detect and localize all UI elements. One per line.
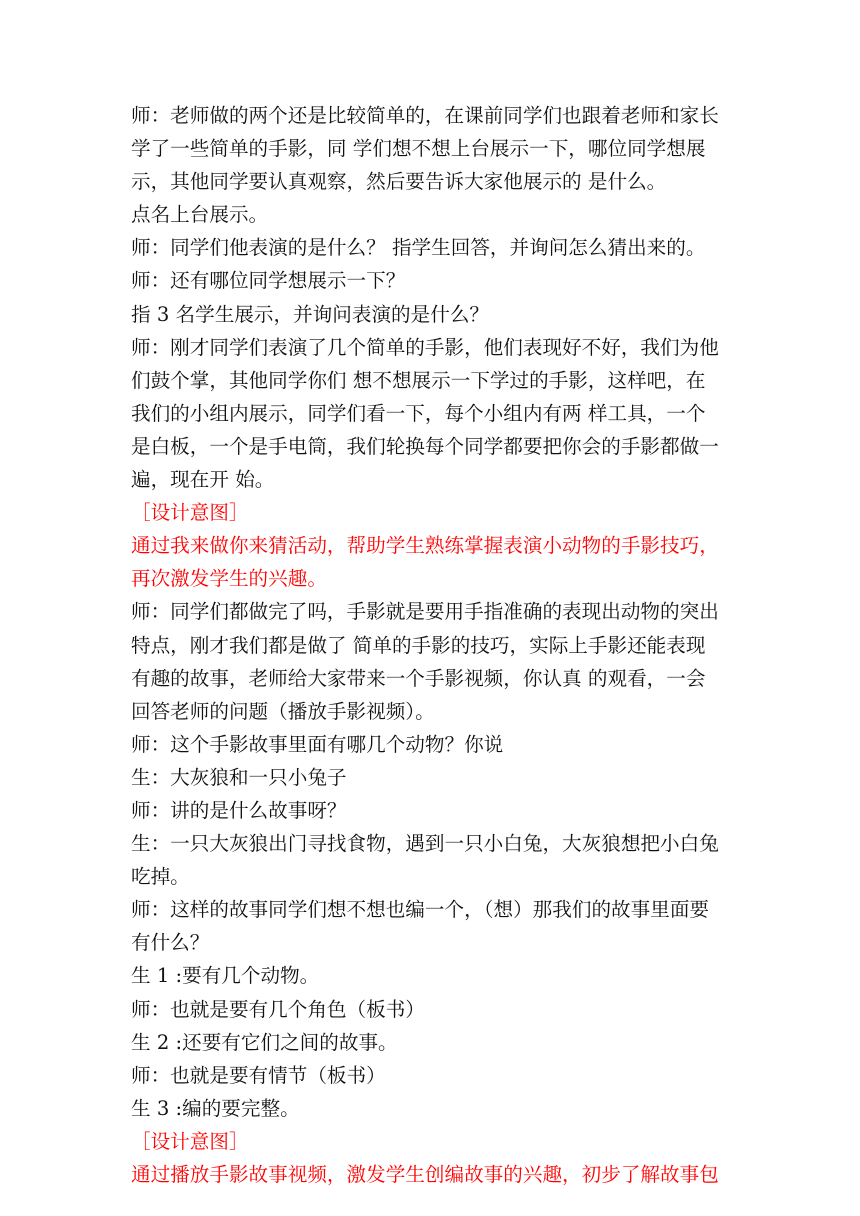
instruction-line: 指 3 名学生展示，并询问表演的是什么？	[131, 302, 490, 326]
instruction-line: 点名上台展示。	[131, 203, 269, 227]
dialogue-line: 生：大灰狼和一只小兔子	[131, 765, 347, 789]
dialogue-line: 师：也就是要有情节（板书）	[131, 1063, 386, 1087]
design-intent-text: 通过我来做你来猜活动，帮助学生熟练掌握表演小动物的手影技巧，	[131, 534, 719, 558]
document-body	[131, 99, 735, 1191]
dialogue-line: 师：刚才同学们表演了几个简单的手影，他们表现好不好，我们为他	[131, 335, 719, 359]
dialogue-line: 师：也就是要有几个角色（板书）	[131, 997, 425, 1021]
dialogue-line: 生 2 :还要有它们之间的故事。	[131, 1030, 398, 1054]
dialogue-line: 们鼓个掌，其他同学你们 想不想展示一下学过的手影，这样吧，在	[131, 368, 706, 392]
dialogue-line: 有趣的故事，老师给大家带来一个手影视频，你认真 的观看，一会	[131, 666, 706, 690]
dialogue-line: 遍，现在开 始。	[131, 468, 275, 492]
dialogue-line: 有什么？	[131, 931, 210, 955]
dialogue-line: 特点，刚才我们都是做了 简单的手影的技巧，实际上手影还能表现	[131, 633, 706, 657]
dialogue-line: 生：一只大灰狼出门寻找食物，遇到一只小白兔，大灰狼想把小白兔	[131, 832, 719, 856]
dialogue-line: 学了一些简单的手影，同 学们想不想上台展示一下，哪位同学想展	[131, 137, 706, 161]
dialogue-line: 生 1 :要有几个动物。	[131, 964, 320, 988]
dialogue-line: 师：还有哪位同学想展示一下？	[131, 269, 406, 293]
design-intent-text: 通过播放手影故事视频，激发学生创编故事的兴趣，初步了解故事包	[131, 1163, 719, 1186]
dialogue-line: 师：讲的是什么故事呀？	[131, 798, 347, 822]
design-intent-heading: ［设计意图］	[131, 501, 249, 525]
design-intent-text: 再次激发学生的兴趣。	[131, 567, 327, 591]
dialogue-line: 我们的小组内展示，同学们看一下，每个小组内有两 样工具，一个	[131, 401, 706, 425]
dialogue-line: 师：老师做的两个还是比较简单的，在课前同学们也跟着老师和家长	[131, 104, 719, 127]
dialogue-line: 回答老师的问题（播放手影视频）。	[131, 699, 435, 723]
dialogue-line: 示，其他同学要认真观察，然后要告诉大家他展示的 是什么。	[131, 170, 667, 194]
design-intent-heading: ［设计意图］	[131, 1129, 249, 1153]
dialogue-line: 生 3 :编的要完整。	[131, 1096, 300, 1120]
dialogue-line: 师：这样的故事同学们想不想也编一个，（想）那我们的故事里面要	[131, 898, 710, 922]
dialogue-line: 师：同学们都做完了吗，手影就是要用手指准确的表现出动物的突出	[131, 600, 719, 624]
dialogue-line: 是白板，一个是手电筒，我们轮换每个同学都要把你会的手影都做一	[131, 434, 719, 458]
dialogue-line: 师：这个手影故事里面有哪几个动物？你说	[131, 732, 504, 756]
dialogue-line: 师：同学们他表演的是什么？ 指学生回答，并询问怎么猜出来的。	[131, 236, 706, 260]
dialogue-line: 吃掉。	[131, 865, 190, 889]
